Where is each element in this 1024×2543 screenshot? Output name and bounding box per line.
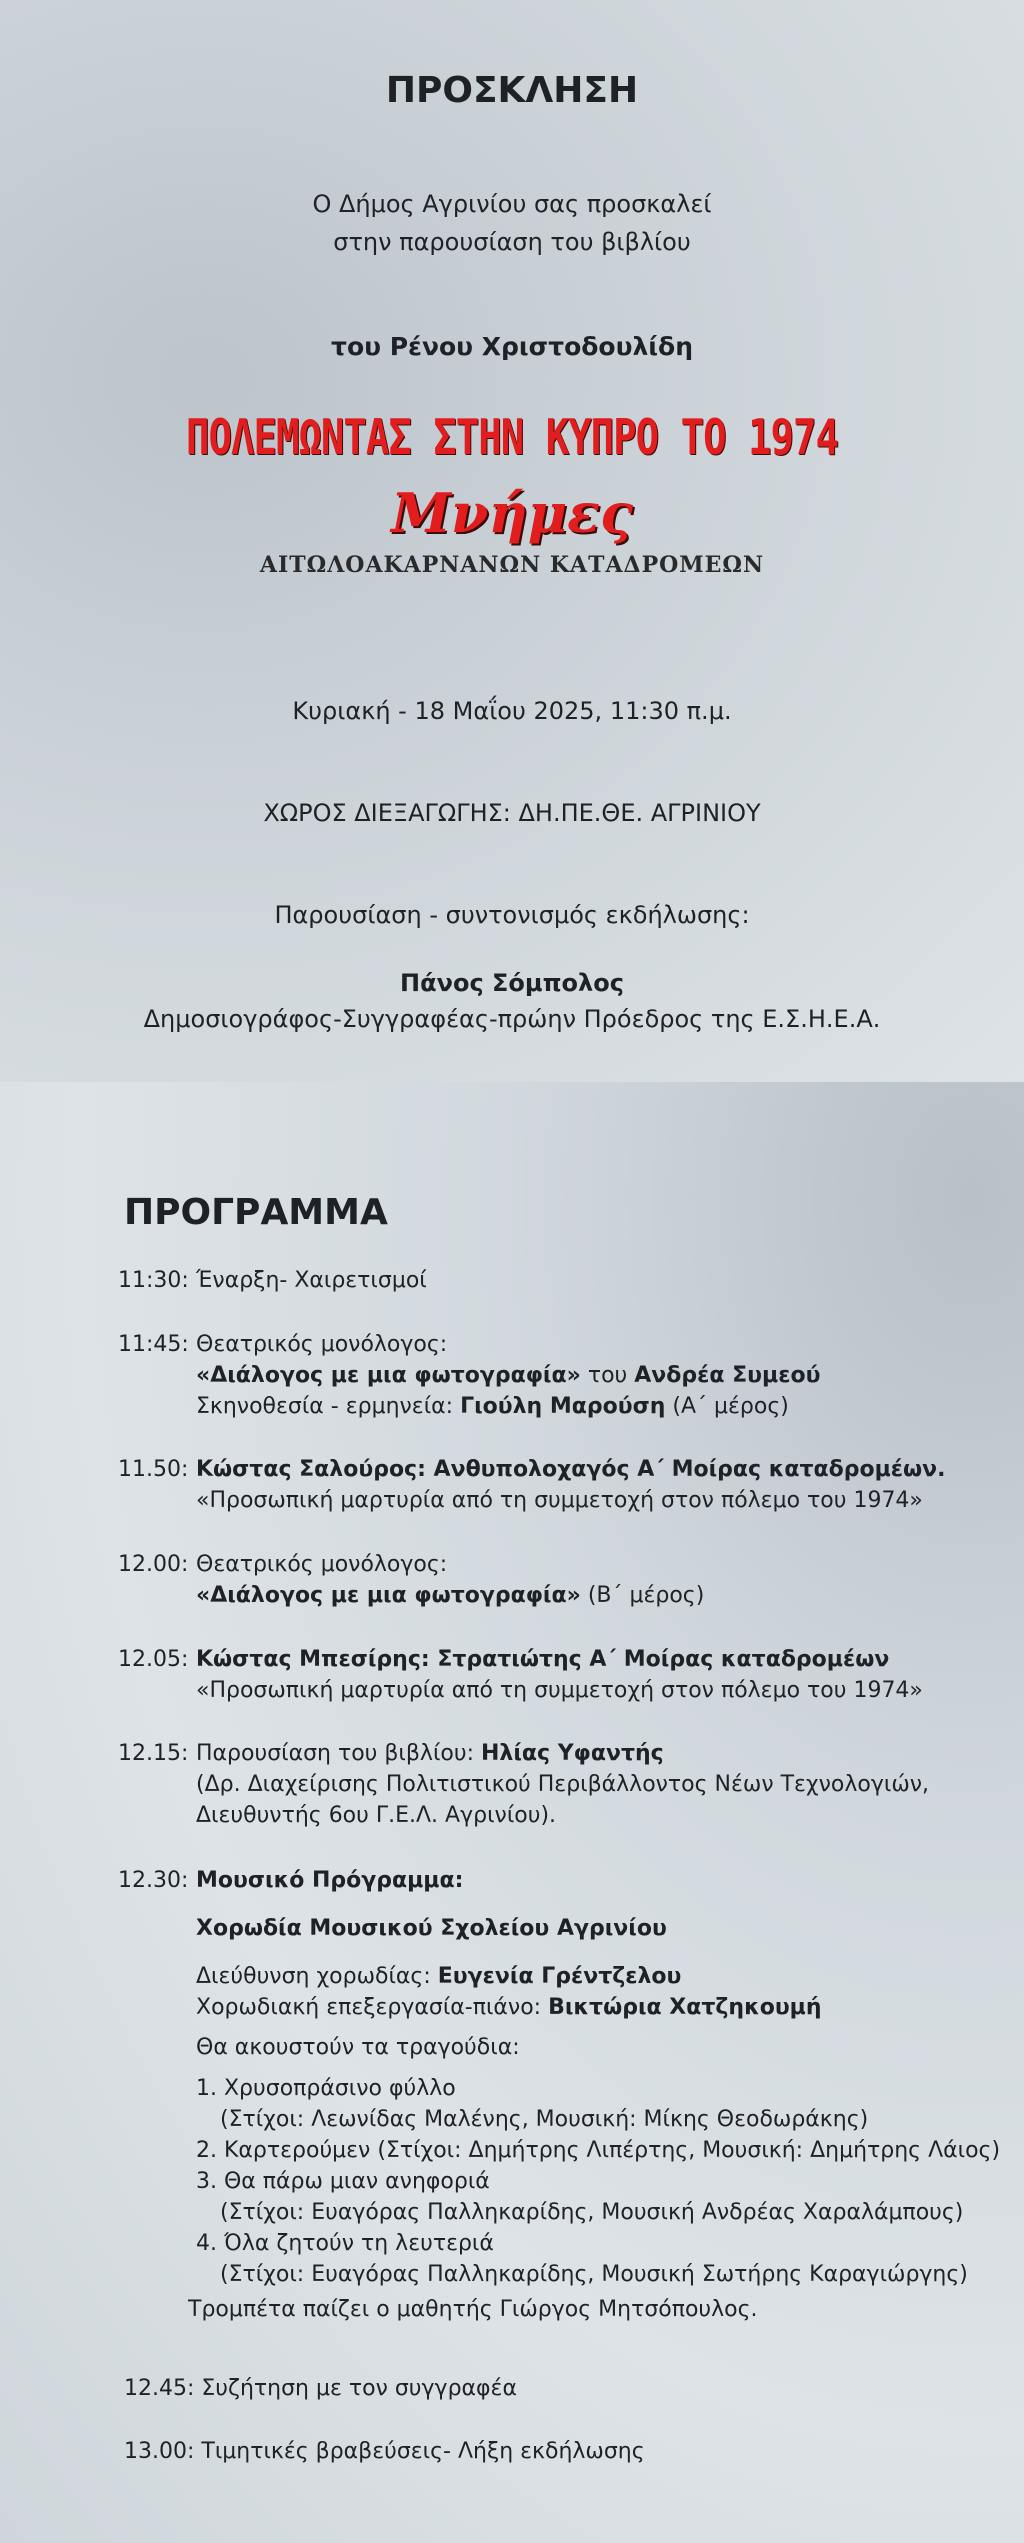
work-title: «Διάλογος με μια φωτογραφία»: [196, 1583, 581, 1608]
program-item-music: [118, 1865, 1001, 2347]
presentation-label: Παρουσίαση του βιβλίου:: [196, 1741, 481, 1766]
speaker-line: Κώστας Μπεσίρης: Στρατιώτης Α΄ Μοίρας καταδρομέων: [196, 1647, 890, 1672]
presenter-name: Ηλίας Υφαντής: [480, 1741, 664, 1766]
item-text: 13.00: Τιμητικές βραβεύσεις- Λήξη εκδήλωσης: [124, 2439, 645, 2464]
song-2: 2. Καρτερούμεν (Στίχοι: Δημήτρης Λιπέρτης, Μουσική: Δημήτρης Λάιος): [196, 2138, 1001, 2163]
director-name: Γιούλη Μαρούση: [460, 1394, 666, 1419]
item-text: Έναρξη- Χαιρετισμοί: [196, 1268, 427, 1293]
item-text: Θεατρικός μονόλογος:: [196, 1552, 448, 1577]
invitation-line-2: στην παρουσίαση του βιβλίου: [333, 228, 691, 256]
work-title: «Διάλογος με μια φωτογραφία»: [196, 1363, 581, 1388]
item-time: 12.15:: [118, 1741, 189, 1766]
song-4-credits: (Στίχοι: Ευαγόρας Παλληκαρίδης, Μουσική Σωτήρης Καραγιώργης): [220, 2262, 968, 2287]
item-time: 11:30:: [118, 1268, 189, 1293]
item-text: 12.45: Συζήτηση με τον συγγραφέα: [124, 2376, 517, 2401]
piano-line: [196, 1992, 1016, 2023]
program-title: ΠΡΟΓΡΑΜΜΑ: [124, 1192, 388, 1233]
invitation-title: ΠΡΟΣΚΛΗΣΗ: [385, 70, 639, 111]
speaker-line: Κώστας Σαλούρος: Ανθυπολοχαγός Α΄ Μοίρας καταδρομέων.: [196, 1457, 946, 1482]
song-1: 1. Χρυσοπράσινο φύλλο: [196, 2076, 456, 2101]
presenter-role: Δημοσιογράφος-Συγγραφέας-πρώην Πρόεδρος της Ε.Σ.Η.Ε.Α.: [143, 1005, 881, 1033]
item-work-line: [196, 1360, 1016, 1391]
book-subtitle: Μνήμες: [391, 481, 633, 545]
program-item-testimony-1: [118, 1454, 998, 1516]
item-text: Διευθυντής 6ου Γ.Ε.Λ. Αγρινίου).: [196, 1803, 557, 1828]
connector-text: του: [580, 1363, 635, 1388]
director-name: Ευγενία Γρέντζελου: [437, 1964, 682, 1989]
choir-director-line: [196, 1961, 1016, 1992]
song-3-credits: (Στίχοι: Ευαγόρας Παλληκαρίδης, Μουσική Ανδρέας Χαραλάμπους): [220, 2200, 964, 2225]
program-item-discussion: [124, 2373, 1004, 2404]
author-line: του Ρένου Χριστοδουλίδη: [330, 332, 694, 361]
trumpet-note: Τρομπέτα παίζει ο μαθητής Γιώργος Μητσόπουλος.: [188, 2297, 758, 2322]
program-item-opening: [118, 1265, 998, 1296]
presenter-name: Πάνος Σόμπολος: [400, 969, 624, 997]
director-label: Διεύθυνση χορωδίας:: [196, 1964, 438, 1989]
item-director-line: [196, 1391, 1016, 1422]
piano-name: Βικτώρια Χατζηκουμή: [548, 1995, 822, 2020]
program-item-testimony-2: [118, 1644, 998, 1706]
song-3: 3. Θα πάρω μιαν ανηφοριά: [196, 2169, 490, 2194]
item-text: «Προσωπική μαρτυρία από τη συμμετοχή στον πόλεμο του 1974»: [196, 1488, 923, 1513]
item-text: «Προσωπική μαρτυρία από τη συμμετοχή στον πόλεμο του 1974»: [196, 1678, 923, 1703]
item-text: Θεατρικός μονόλογος:: [196, 1332, 448, 1357]
songs-intro: Θα ακουστούν τα τραγούδια:: [196, 2035, 520, 2060]
item-time: 12.00:: [118, 1552, 189, 1577]
program-item-monologue-1: [118, 1329, 998, 1422]
item-time: 11:45:: [118, 1332, 189, 1357]
item-time: 11.50:: [118, 1457, 189, 1482]
event-venue: ΧΩΡΟΣ ΔΙΕΞΑΓΩΓΗΣ: ΔΗ.ΠΕ.ΘΕ. ΑΓΡΙΝΙΟΥ: [263, 799, 761, 827]
program-item-closing: [124, 2436, 1004, 2467]
item-work-line: [196, 1580, 1016, 1611]
writer-name: Ανδρέα Συμεού: [634, 1363, 821, 1388]
event-date: Κυριακή - 18 Μαΐου 2025, 11:30 π.μ.: [292, 697, 732, 725]
song-1-credits: (Στίχοι: Λεωνίδας Μαλένης, Μουσική: Μίκης Θεοδωράκης): [220, 2107, 869, 2132]
item-time: 12.30:: [118, 1868, 189, 1893]
music-title: Μουσικό Πρόγραμμα:: [196, 1868, 464, 1893]
book-title: ΠΟΛΕΜΩΝΤΑΣ ΣΤΗΝ ΚΥΠΡΟ ΤΟ 1974: [186, 410, 838, 467]
part-label: (Α΄ μέρος): [665, 1394, 789, 1419]
director-label: Σκηνοθεσία - ερμηνεία:: [196, 1394, 461, 1419]
book-subtitle-2: ΑΙΤΩΛΟΑΚΑΡΝΑΝΩΝ ΚΑΤΑΔΡΟΜΕΩΝ: [259, 552, 765, 578]
program-item-monologue-2: [118, 1549, 998, 1611]
invitation-line-1: Ο Δήμος Αγρινίου σας προσκαλεί: [312, 190, 712, 218]
choir-name: Χορωδία Μουσικού Σχολείου Αγρινίου: [196, 1916, 667, 1941]
part-label: (Β΄ μέρος): [580, 1583, 705, 1608]
presentation-line: [196, 1738, 1016, 1769]
item-text: (Δρ. Διαχείρισης Πολιτιστικού Περιβάλλοντος Νέων Τεχνολογιών,: [196, 1772, 930, 1797]
program-item-book-presentation: [118, 1738, 998, 1831]
item-time: 12.05:: [118, 1647, 189, 1672]
piano-label: Χορωδιακή επεξεργασία-πιάνο:: [196, 1995, 549, 2020]
presenter-label: Παρουσίαση - συντονισμός εκδήλωσης:: [274, 901, 750, 929]
song-4: 4. Όλα ζητούν τη λευτεριά: [196, 2231, 494, 2256]
